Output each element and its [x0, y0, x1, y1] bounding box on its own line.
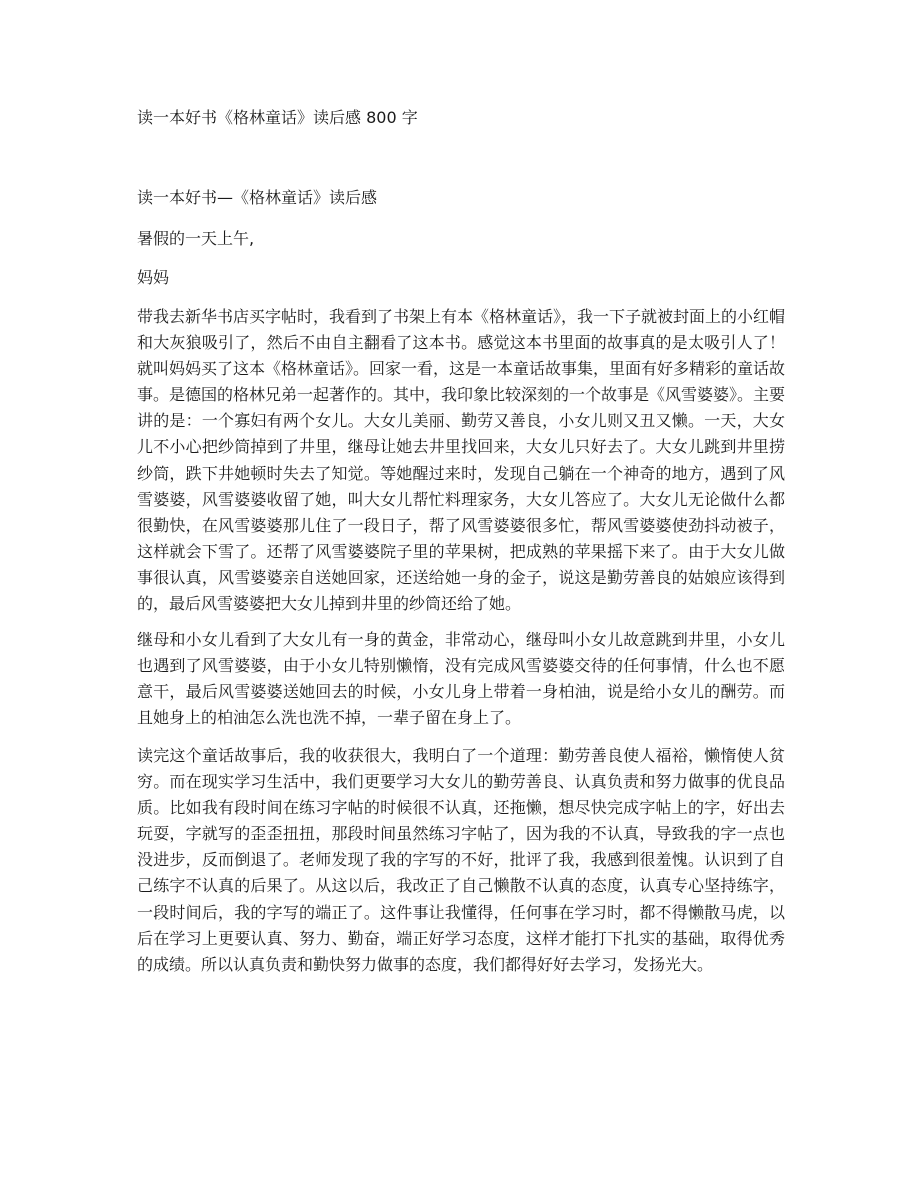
- paragraph-1: 带我去新华书店买字帖时，我看到了书架上有本《格林童话》，我一下子就被封面上的小红帽和大灰狼吸引了，然后不由自主翻看了这本书。感觉这本书里面的故事真的是太吸引人了！就叫妈妈买了这本《格林童话》。回家一看，这是一本童话故事集，里面有好多精彩的童话故事。是德国的格林兄弟一起著作的。其中，我印象比较深刻的一个故事是《风雪婆婆》。主要讲的是：一个寡妇有两个女儿。大女儿美丽、勤劳又善良，小女儿则又丑又懒。一天，大女儿不小心把纱筒掉到了井里，继母让她去井里找回来，大女儿只好去了。大女儿跳到井里捞纱筒，跌下井她顿时失去了知觉。等她醒过来时，发现自己躺在一个神奇的地方，遇到了风雪婆婆，风雪婆婆收留了她，叫大女儿帮忙料理家务，大女儿答应了。大女儿无论做什么都很勤快，在风雪婆婆那儿住了一段日子，帮了风雪婆婆很多忙，帮风雪婆婆使劲抖动被子，这样就会下雪了。还帮了风雪婆婆院子里的苹果树，把成熟的苹果摇下来了。由于大女儿做事很认真，风雪婆婆亲自送她回家，还送给她一身的金子，说这是勤劳善良的姑娘应该得到的，最后风雪婆婆把大女儿掉到井里的纱筒还给了她。: [137, 307, 786, 614]
- paragraph-2: 继母和小女儿看到了大女儿有一身的黄金，非常动心，继母叫小女儿故意跳到井里，小女儿也遇到了风雪婆婆，由于小女儿特别懒惰，没有完成风雪婆婆交待的任何事情，什么也不愿意干，最后风雪婆婆送她回去的时候，小女儿身上带着一身柏油，说是给小女儿的酬劳。而且她身上的柏油怎么洗也洗不掉，一辈子留在身上了。: [137, 630, 785, 728]
- essay-subtitle: 读一本好书—《格林童话》读后感: [137, 188, 378, 207]
- opening-line-2: 妈妈: [137, 268, 170, 287]
- document-title: 读一本好书《格林童话》读后感 800 字: [137, 108, 418, 127]
- paragraph-3: 读完这个童话故事后，我的收获很大，我明白了一个道理：勤劳善良使人福裕，懒惰使人贫穷。而在现实学习生活中，我们更要学习大女儿的勤劳善良、认真负责和努力做事的优良品质。比如我有段时间在练习字帖的时候很不认真，还拖懒，想尽快完成字帖上的字，好出去玩耍，字就写的歪歪扭扭，那段时间虽然练习字帖了，因为我的不认真，导致我的字一点也没进步，反而倒退了。老师发现了我的字写的不好，批评了我，我感到很羞愧。认识到了自己练字不认真的后果了。从这以后，我改正了自己懒散不认真的态度，认真专心坚持练字，一段时间后，我的字写的端正了。这件事让我懂得，任何事在学习时，都不得懒散马虎，以后在学习上更要认真、努力、勤奋，端正好学习态度，这样才能打下扎实的基础，取得优秀的成绩。所以认真负责和勤快努力做事的态度，我们都得好好去学习，发扬光大。: [137, 746, 785, 974]
- opening-line: 暑假的一天上午,: [137, 229, 255, 248]
